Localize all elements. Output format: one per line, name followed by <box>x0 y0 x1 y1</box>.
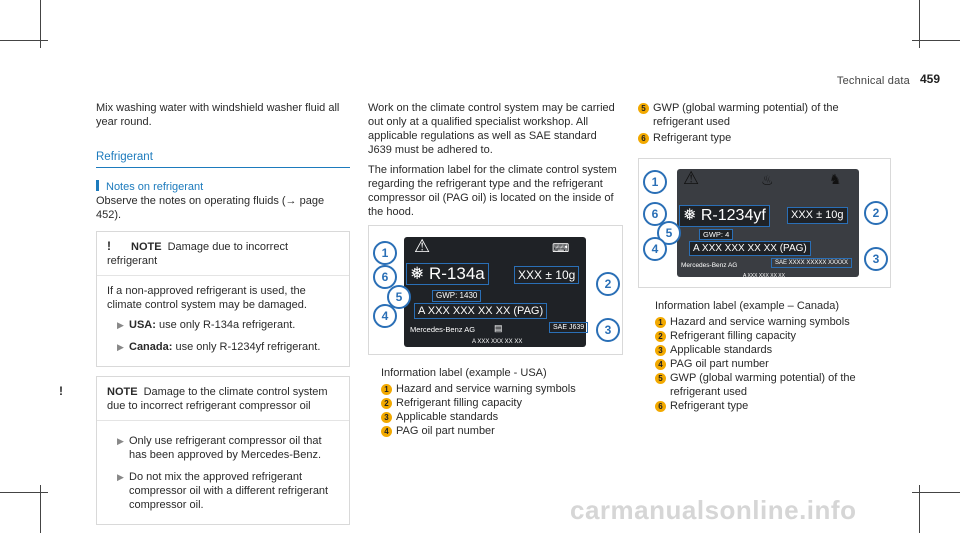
number-badge: 4 <box>655 359 666 370</box>
triangle-bullet-icon: ▶ <box>117 320 124 330</box>
applicable-standard: SAE XXXX XXXXX XXXXX <box>771 258 852 268</box>
information-label-usa <box>404 237 586 347</box>
running-header-section: Technical data <box>836 75 910 87</box>
triangle-bullet-icon: ▶ <box>117 436 124 446</box>
list-item <box>107 318 339 332</box>
crop-mark <box>912 492 960 493</box>
list-item-text: Applicable standards <box>396 411 499 423</box>
bullet-lead: Canada: <box>129 341 173 353</box>
triangle-bullet-icon: ▶ <box>117 342 124 352</box>
intro-paragraph: Mix washing water with windshield washer fluid all year round. <box>96 102 340 128</box>
information-label-canada <box>677 169 859 277</box>
number-badge: 1 <box>655 317 666 328</box>
list-item <box>638 131 888 145</box>
list-item <box>655 371 890 399</box>
bullet-text: use only R-1234yf refrigerant. <box>175 341 321 353</box>
number-badge: 3 <box>381 412 392 423</box>
label-location-paragraph: The information label for the climate control system regarding the refrigerant type and the refrigerant compressor oil (PAG oil) is located on the inside of the hood. <box>368 164 617 218</box>
callout-5: 5 <box>657 221 681 245</box>
wrench-icon: ⌨ <box>552 241 570 255</box>
note-label: NOTE <box>107 386 138 398</box>
subsection-title-text: Notes on refrigerant <box>106 181 204 193</box>
figure-caption: Information label (example - USA) <box>381 367 547 379</box>
callout-5: 5 <box>387 285 411 309</box>
number-badge: 2 <box>655 331 666 342</box>
manufacturer: Mercedes-Benz AG <box>410 325 476 334</box>
crop-mark <box>0 40 48 41</box>
note-body <box>97 421 349 524</box>
label-part-number: A XXX XXX XX XX <box>472 339 523 345</box>
list-item <box>381 382 621 396</box>
pag-part-number: A XXX XXX XX XX (PAG) <box>689 241 811 256</box>
list-item <box>638 101 888 129</box>
callout-2: 2 <box>596 272 620 296</box>
list-item-text: Hazard and service warning symbols <box>670 316 850 328</box>
note-label: NOTE <box>131 241 162 253</box>
bullet-text: Only use refrigerant compressor oil that has been approved by Mercedes-Benz. <box>129 435 322 461</box>
callout-4: 4 <box>643 237 667 261</box>
list-item <box>655 343 890 357</box>
number-badge: 6 <box>655 401 666 412</box>
refrigerant-type <box>406 263 489 285</box>
label-part-number: A XXX XXX XX XX <box>743 273 785 279</box>
number-badge: 5 <box>638 103 649 114</box>
caption-usa <box>381 366 621 438</box>
list-item-text: Refrigerant filling capacity <box>670 330 796 342</box>
refrigerant-type <box>679 205 770 227</box>
right-column-top-list <box>638 101 888 145</box>
list-item-text: PAG oil part number <box>670 358 769 370</box>
page-number: 459 <box>919 72 940 86</box>
list-item-text: GWP (global warming potential) of the refrigerant used <box>653 102 839 128</box>
exclamation-icon: ! <box>107 239 111 253</box>
callout-6: 6 <box>643 202 667 226</box>
list-item-text: Refrigerant filling capacity <box>396 397 522 409</box>
observe-paragraph: Observe the notes on operating fluids (→ page 452). <box>96 195 325 221</box>
list-item-text: Hazard and service warning symbols <box>396 383 576 395</box>
bullet-text: Do not mix the approved refrigerant compressor oil with a different refrigerant compressor oil. <box>129 471 329 511</box>
filling-capacity: XXX ± 10g <box>787 207 848 224</box>
list-item <box>655 329 890 343</box>
note-detail: If a non-approved refrigerant is used, the climate control system may be damaged. <box>107 285 307 311</box>
note-box-refrigerant <box>96 231 350 367</box>
number-badge: 2 <box>381 398 392 409</box>
exclamation-icon: ! <box>59 384 63 398</box>
bullet-text: use only R-134a refrigerant. <box>158 319 296 331</box>
list-item <box>381 396 621 410</box>
subsection-bar <box>96 180 99 191</box>
callout-3: 3 <box>864 247 888 271</box>
figure-label-usa <box>368 225 623 355</box>
list-item <box>655 357 890 371</box>
note-box-compressor-oil <box>59 376 350 525</box>
callout-4: 4 <box>373 304 397 328</box>
list-item-text: Refrigerant type <box>653 132 732 144</box>
callout-1: 1 <box>643 170 667 194</box>
note-header <box>97 232 349 276</box>
list-item <box>107 470 339 512</box>
flame-icon: ♨ <box>761 172 774 188</box>
legend-list <box>655 315 890 413</box>
applicable-standard: SAE J639 <box>549 322 588 333</box>
filling-capacity: XXX ± 10g <box>514 266 579 284</box>
list-item <box>107 434 339 462</box>
refrigerant-type-text: R-134a <box>428 264 485 283</box>
subsection-title <box>96 180 350 194</box>
left-column <box>59 101 350 525</box>
callout-6: 6 <box>373 265 397 289</box>
list-item-text: PAG oil part number <box>396 425 495 437</box>
bullet-lead: USA: <box>129 319 156 331</box>
manufacturer: Mercedes-Benz AG <box>681 262 738 269</box>
watermark: carmanualsonline.info <box>570 495 857 525</box>
note-header <box>59 377 349 421</box>
number-badge: 6 <box>638 133 649 144</box>
refrigerant-type-text: R-1234yf <box>700 207 766 224</box>
crop-mark <box>0 492 48 493</box>
callout-2: 2 <box>864 201 888 225</box>
callout-1: 1 <box>373 241 397 265</box>
note-text: Damage to the climate control system due to incorrect refrigerant compressor oil <box>107 386 328 412</box>
note-text: Damage due to incorrect refrigerant <box>107 241 289 267</box>
figure-caption: Information label (example – Canada) <box>655 300 840 312</box>
number-badge: 1 <box>381 384 392 395</box>
triangle-bullet-icon: ▶ <box>117 472 124 482</box>
snowflake-icon: ❅ <box>410 264 425 283</box>
list-item <box>381 424 621 438</box>
legend-list <box>381 382 621 438</box>
list-item <box>381 410 621 424</box>
callout-3: 3 <box>596 318 620 342</box>
figure-label-canada <box>638 158 891 288</box>
number-badge: 5 <box>655 373 666 384</box>
section-title: Refrigerant <box>96 150 350 168</box>
snowflake-icon: ❅ <box>683 207 697 224</box>
workshop-paragraph: Work on the climate control system may be carried out only at a qualified specialist workshop. All applicable regulations as well as SAE standard J639 must be adhered to. <box>368 102 615 156</box>
gwp-value: GWP: 1430 <box>432 290 481 302</box>
warning-triangle-icon: ⚠ <box>683 168 700 188</box>
mechanic-icon: ♞ <box>829 171 842 187</box>
number-badge: 4 <box>381 426 392 437</box>
number-badge: 3 <box>655 345 666 356</box>
caption-canada <box>655 299 890 413</box>
warning-triangle-icon: ⚠ <box>414 236 431 256</box>
list-item-text: Applicable standards <box>670 344 773 356</box>
pag-part-number: A XXX XXX XX XX (PAG) <box>414 303 547 319</box>
list-item-text: Refrigerant type <box>670 400 749 412</box>
gwp-value: GWP: 4 <box>699 229 733 240</box>
note-body <box>97 276 349 366</box>
crop-mark <box>912 40 960 41</box>
list-item <box>655 399 890 413</box>
middle-column <box>368 101 622 225</box>
list-item-text: GWP (global warming potential) of the refrigerant used <box>670 372 856 398</box>
list-item <box>107 340 339 354</box>
book-icon: ▤ <box>494 323 503 333</box>
list-item <box>655 315 890 329</box>
